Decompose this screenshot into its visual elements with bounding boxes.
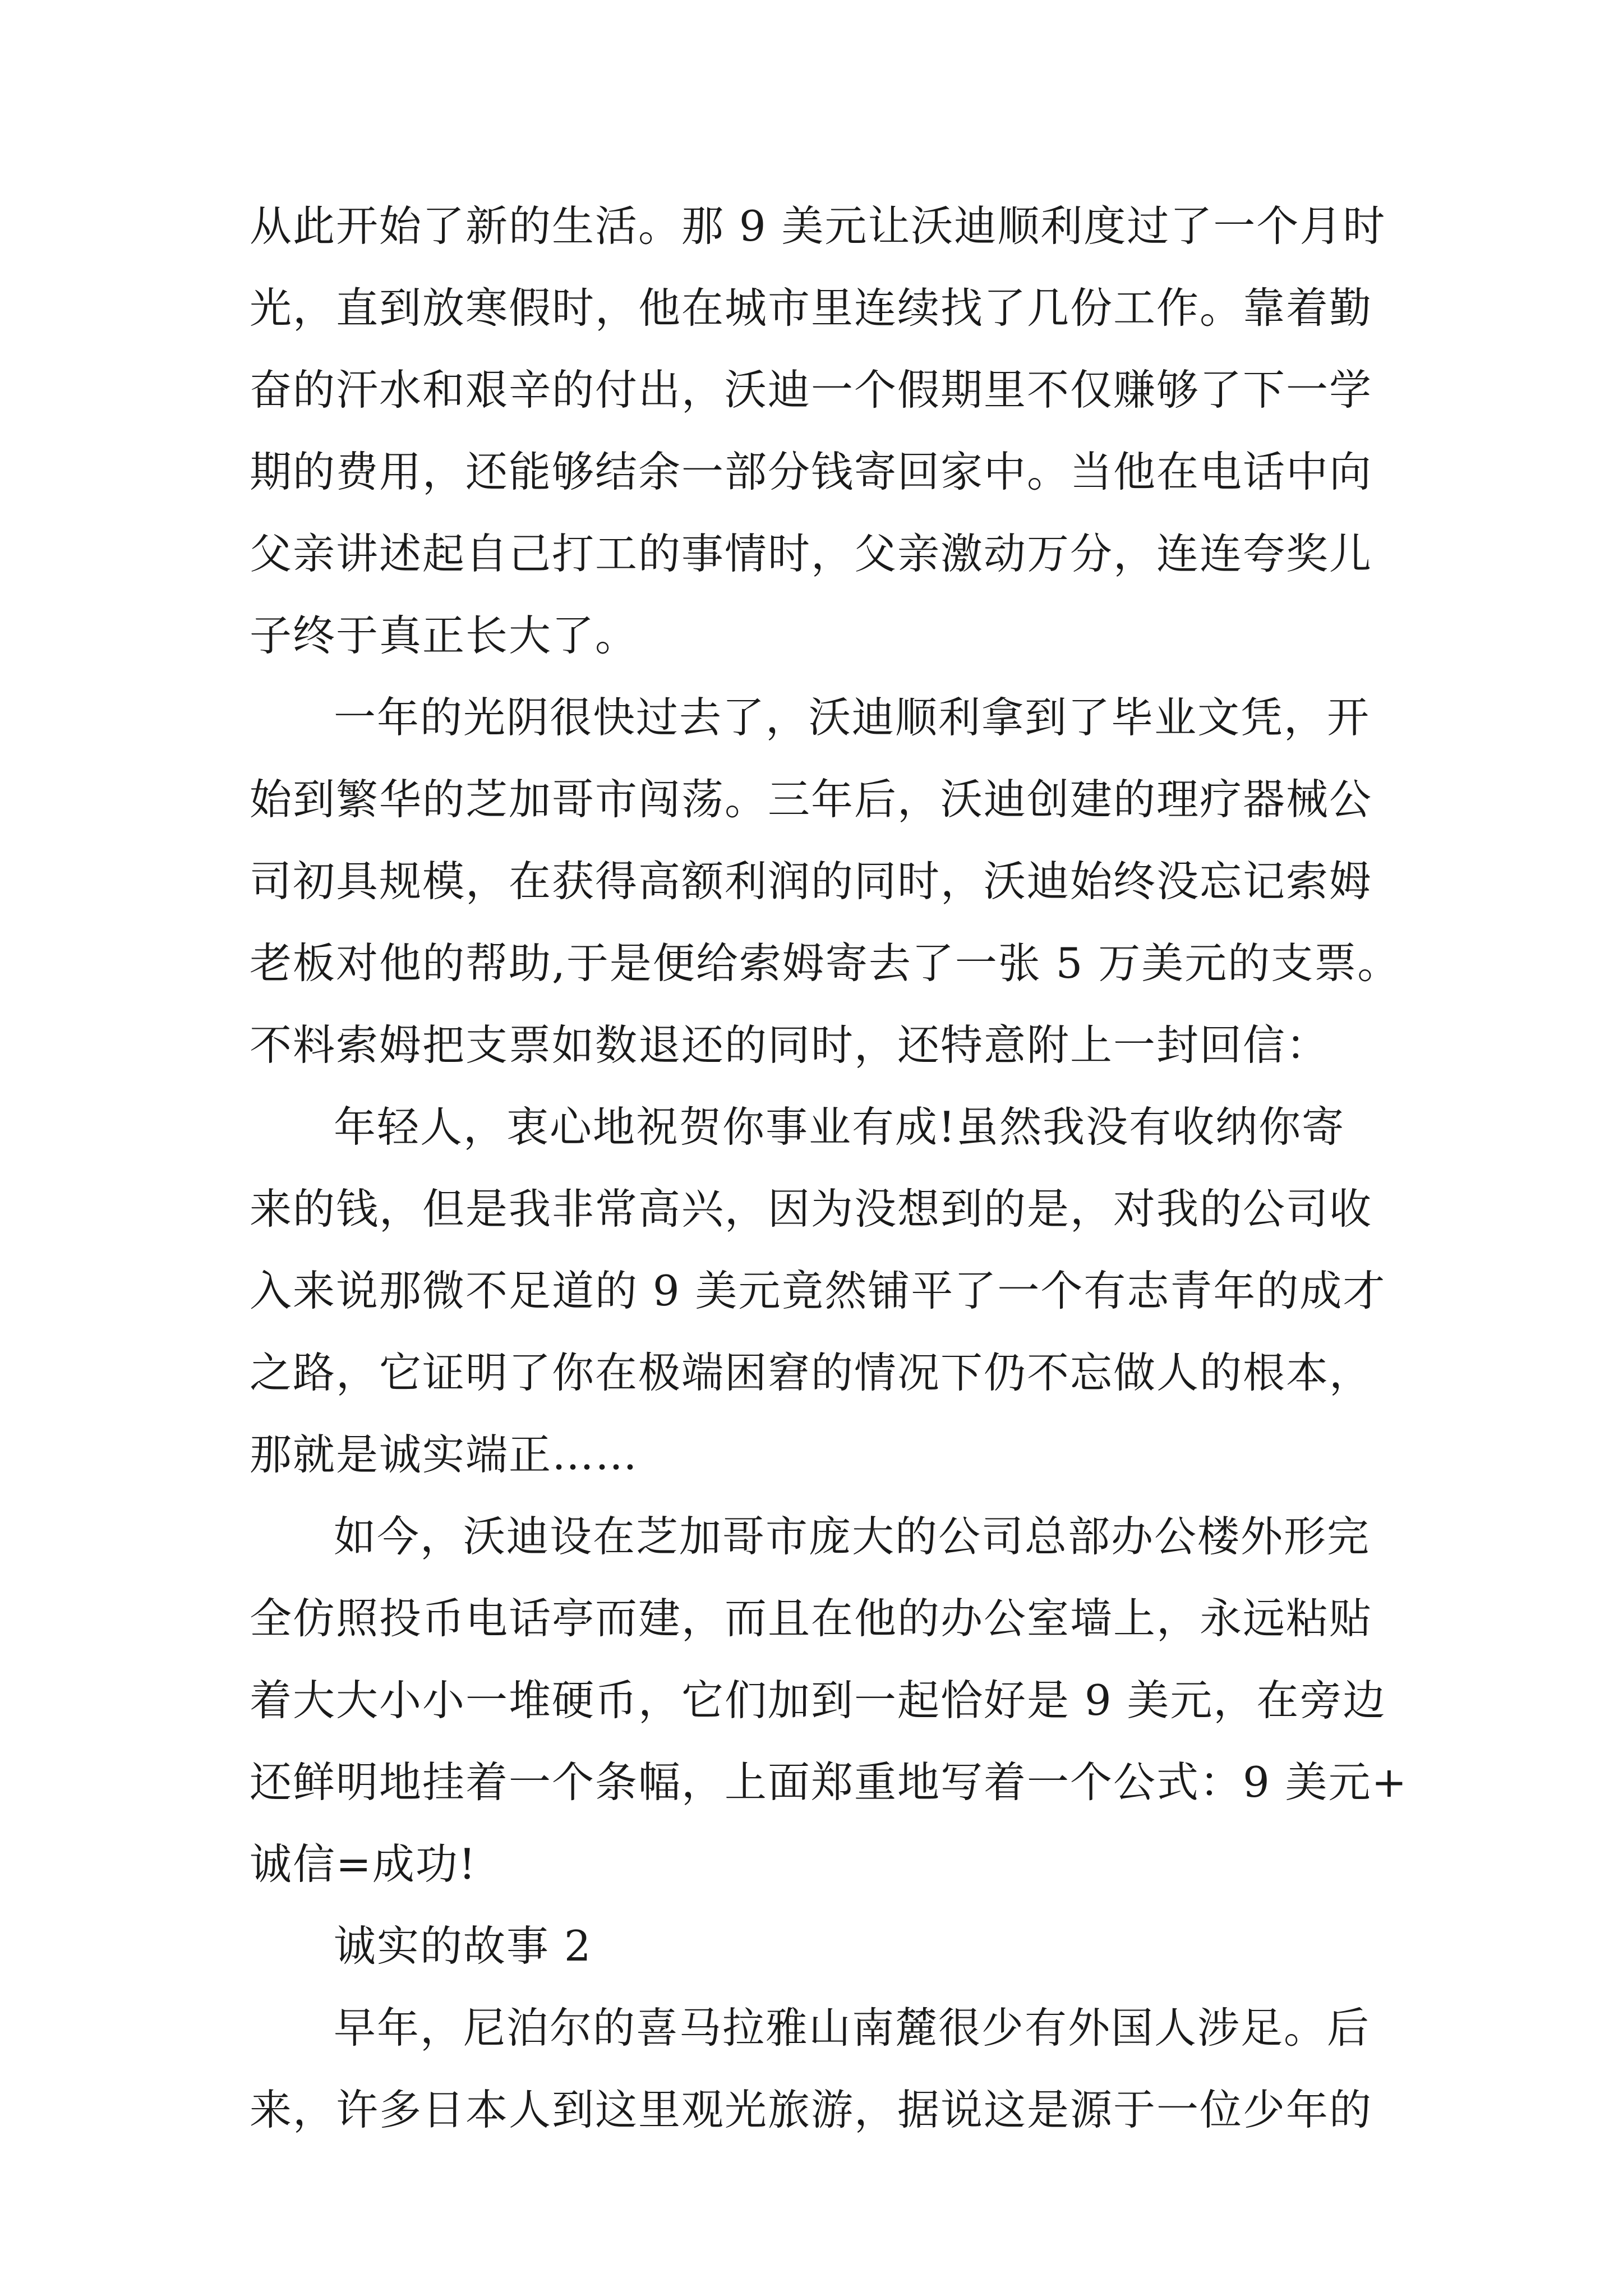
text-line: 从此开始了新的生活。那 9 美元让沃迪顺利度过了一个月时 [250,201,1386,251]
text-line: 全仿照投币电话亭而建，而且在他的办公室墙上，永远粘贴 [250,1594,1373,1643]
text-line: 老板对他的帮助,于是便给索姆寄去了一张 5 万美元的支票。 [250,938,1401,988]
text-line: 不料索姆把支票如数退还的同时，还特意附上一封回信： [250,1020,1330,1070]
text-line: 奋的汗水和艰辛的付出，沃迪一个假期里不仅赚够了下一学 [250,365,1373,415]
text-line: 诚实的故事 2 [334,1921,592,1971]
text-line: 司初具规模，在获得高额利润的同时，沃迪始终没忘记索姆 [250,857,1373,906]
text-line: 如今，沃迪设在芝加哥市庞大的公司总部办公楼外形完 [334,1512,1371,1561]
text-line: 早年，尼泊尔的喜马拉雅山南麓很少有外国人涉足。后 [334,2003,1371,2053]
text-line: 始到繁华的芝加哥市闯荡。三年后，沃迪创建的理疗器械公 [250,775,1373,824]
text-line: 一年的光阴很快过去了，沃迪顺利拿到了毕业文凭，开 [334,693,1371,742]
text-line: 父亲讲述起自己打工的事情时，父亲激动万分，连连夸奖儿 [250,529,1373,578]
text-line: 之路，它证明了你在极端困窘的情况下仍不忘做人的根本， [250,1348,1373,1397]
text-line: 诚信=成功! [250,1839,477,1889]
text-line: 还鲜明地挂着一个条幅，上面郑重地写着一个公式：9 美元+ [250,1757,1408,1807]
text-line: 那就是诚实端正…… [250,1430,639,1479]
text-line: 来的钱，但是我非常高兴，因为没想到的是，对我的公司收 [250,1184,1373,1234]
text-line: 入来说那微不足道的 9 美元竟然铺平了一个有志青年的成才 [250,1266,1386,1315]
text-line: 来，许多日本人到这里观光旅游，据说这是源于一位少年的 [250,2085,1373,2134]
text-line: 子终于真正长大了。 [250,611,639,660]
text-line: 年轻人，衷心地祝贺你事业有成!虽然我没有收纳你寄 [334,1102,1345,1152]
text-line: 期的费用，还能够结余一部分钱寄回家中。当他在电话中向 [250,447,1373,496]
text-line: 光，直到放寒假时，他在城市里连续找了几份工作。靠着勤 [250,283,1373,333]
body-text [250,201,1408,2166]
text-line: 着大大小小一堆硬币，它们加到一起恰好是 9 美元，在旁边 [250,1676,1386,1725]
